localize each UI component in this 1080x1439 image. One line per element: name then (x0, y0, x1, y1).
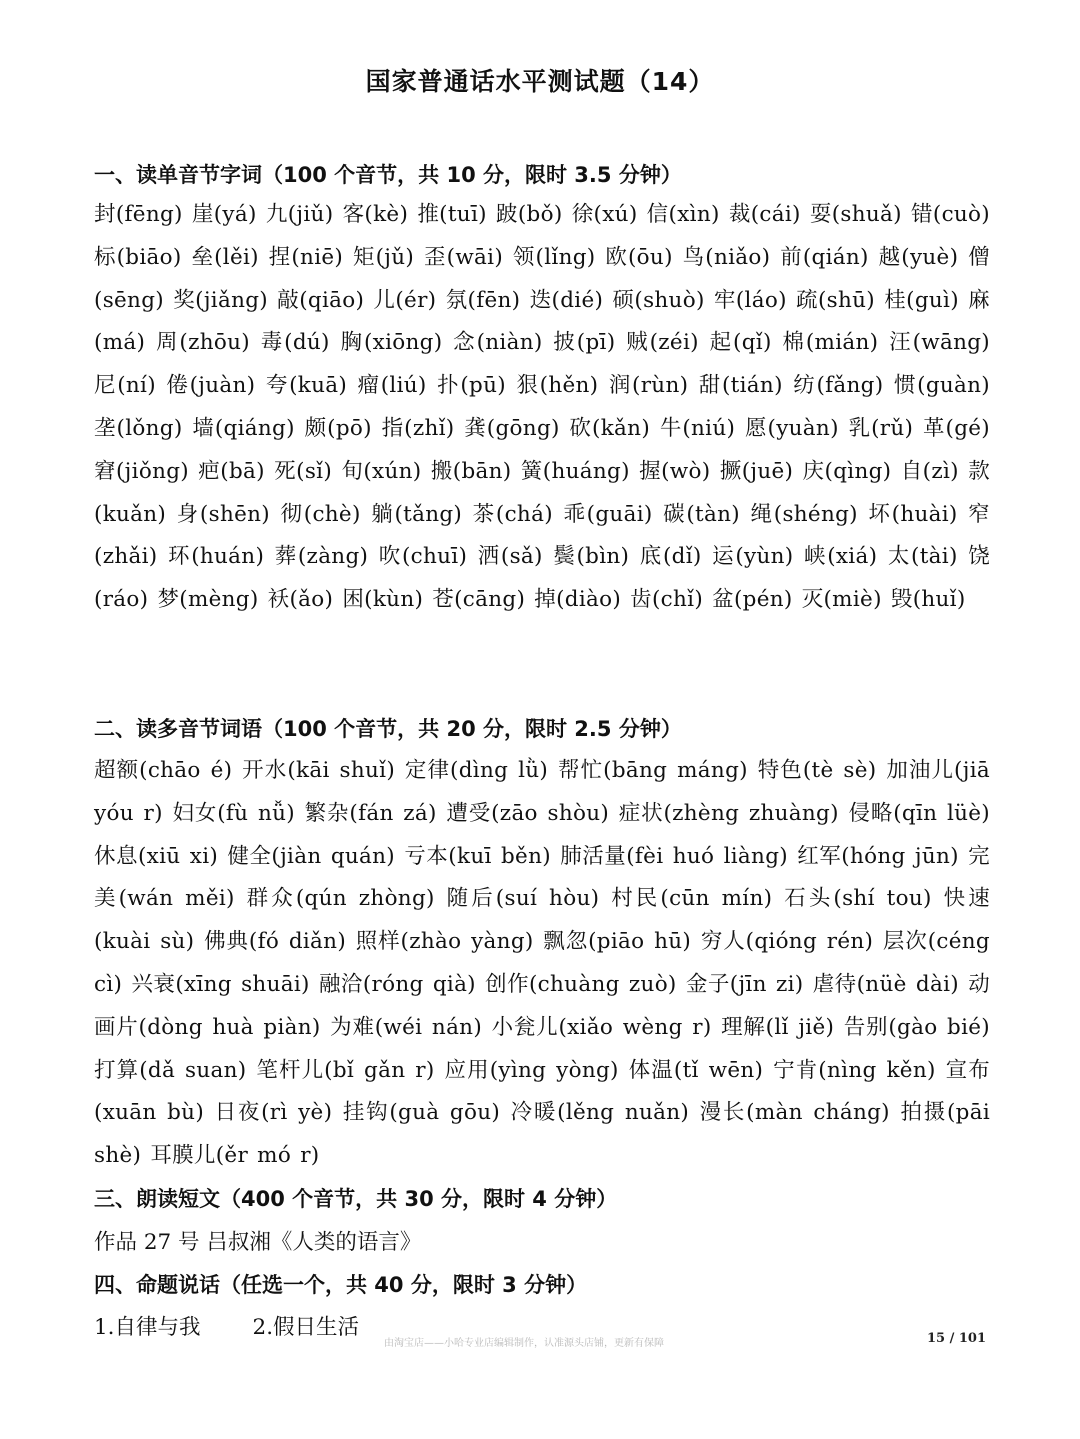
section-1-heading: 一、读单音节字词（100 个音节，共 10 分，限时 3.5 分钟） (94, 163, 682, 187)
section-2-words: 超额(chāo é) 开水(kāi shuǐ) 定律(dìng lǜ) 帮忙(bāng máng) 特色(tè sè) 加油儿(jiā yóu r) 妇女(fù nǚ) 繁杂(fán zá) 遭受(zāo shòu) 症状(zhèng zhuàng) 侵略(qīn lüè) 休息(xiū xi) 健全(jiàn quán) 亏本(kuī běn) 肺活量(fèi huó liàng) 红军(hóng jūn) 完美(wán měi) 群众(qún zhòng) 随后(suí hòu) 村民(cūn mín) 石头(shí tou) 快速(kuài sù) 佛典(fó diǎn) 照样(zhào yàng) 飘忽(piāo hū) 穷人(qióng rén) 层次(céng cì) 兴衰(xīng shuāi) 融洽(róng qià) 创作(chuàng zuò) 金子(jīn zi) 虐待(nüè dài) 动画片(dòng huà piàn) 为难(wéi nán) 小瓮儿(xiǎo wèng r) 理解(lǐ jiě) 告别(gào bié) 打算(dǎ suan) 笔杆儿(bǐ gǎn r) 应用(yìng yòng) 体温(tǐ wēn) 宁肯(nìng kěn) 宣布(xuān bù) 日夜(rì yè) 挂钩(guà gōu) 冷暖(lěng nuǎn) 漫长(màn cháng) 拍摄(pāi shè) 耳膜儿(ěr mó r) (94, 758, 990, 1169)
topic-item: 2.假日生活 (252, 1315, 360, 1340)
footer-note: 由淘宝店——小哈专业店编辑制作，认准源头店铺，更新有保障 (384, 1338, 664, 1349)
section-2-heading: 二、读多音节词语（100 个音节，共 20 分，限时 2.5 分钟） (94, 717, 682, 741)
page-number: 15 / 101 (926, 1331, 986, 1346)
section-3-heading: 三、朗读短文（400 个音节，共 30 分，限时 4 分钟） (94, 1187, 618, 1211)
page-title: 国家普通话水平测试题（14） (365, 67, 715, 96)
section-4-heading: 四、命题说话（任选一个，共 40 分，限时 3 分钟） (94, 1273, 588, 1297)
section-3-reading: 作品 27 号 吕叔湘《人类的语言》 (94, 1230, 422, 1255)
section-1-words: 封(fēng) 崖(yá) 九(jiǔ) 客(kè) 推(tuī) 跛(bǒ) 徐(xú) 信(xìn) 裁(cái) 耍(shuǎ) 错(cuò) 标(biāo) 垒(lěi) 捏(niē) 矩(jǔ) 歪(wāi) 领(lǐng) 欧(ōu) 鸟(niǎo) 前(qián) 越(yuè) 僧(sēng) 奖(jiǎng) 敲(qiāo) 儿(ér) 氛(fēn) 迭(dié) 硕(shuò) 牢(láo) 疏(shū) 桂(guì) 麻(má) 周(zhōu) 毒(dú) 胸(xiōng) 念(niàn) 披(pī) 贼(zéi) 起(qǐ) 棉(mián) 汪(wāng) 尼(ní) 倦(juàn) 夸(kuā) 瘤(liú) 扑(pū) 狠(hěn) 润(rùn) 甜(tián) 纺(fǎng) 惯(guàn) 垄(lǒng) 墙(qiáng) 颇(pō) 指(zhǐ) 龚(gōng) 砍(kǎn) 牛(niú) 愿(yuàn) 乳(rǔ) 革(gé) 窘(jiǒng) 疤(bā) 死(sǐ) 旬(xún) 搬(bān) 簧(huáng) 握(wò) 撅(juē) 庆(qìng) 自(zì) 款(kuǎn) 身(shēn) 彻(chè) 躺(tǎng) 茶(chá) 乖(guāi) 碳(tàn) 绳(shéng) 坏(huài) 窄(zhǎi) 环(huán) 葬(zàng) 吹(chuī) 洒(sǎ) 鬓(bìn) 底(dǐ) 运(yùn) 峡(xiá) 太(tài) 饶(ráo) 梦(mèng) 袄(ǎo) 困(kùn) 苍(cāng) 掉(diào) 齿(chǐ) 盆(pén) 灭(miè) 毁(huǐ) (94, 202, 990, 613)
topic-item: 1.自律与我 (94, 1315, 201, 1340)
